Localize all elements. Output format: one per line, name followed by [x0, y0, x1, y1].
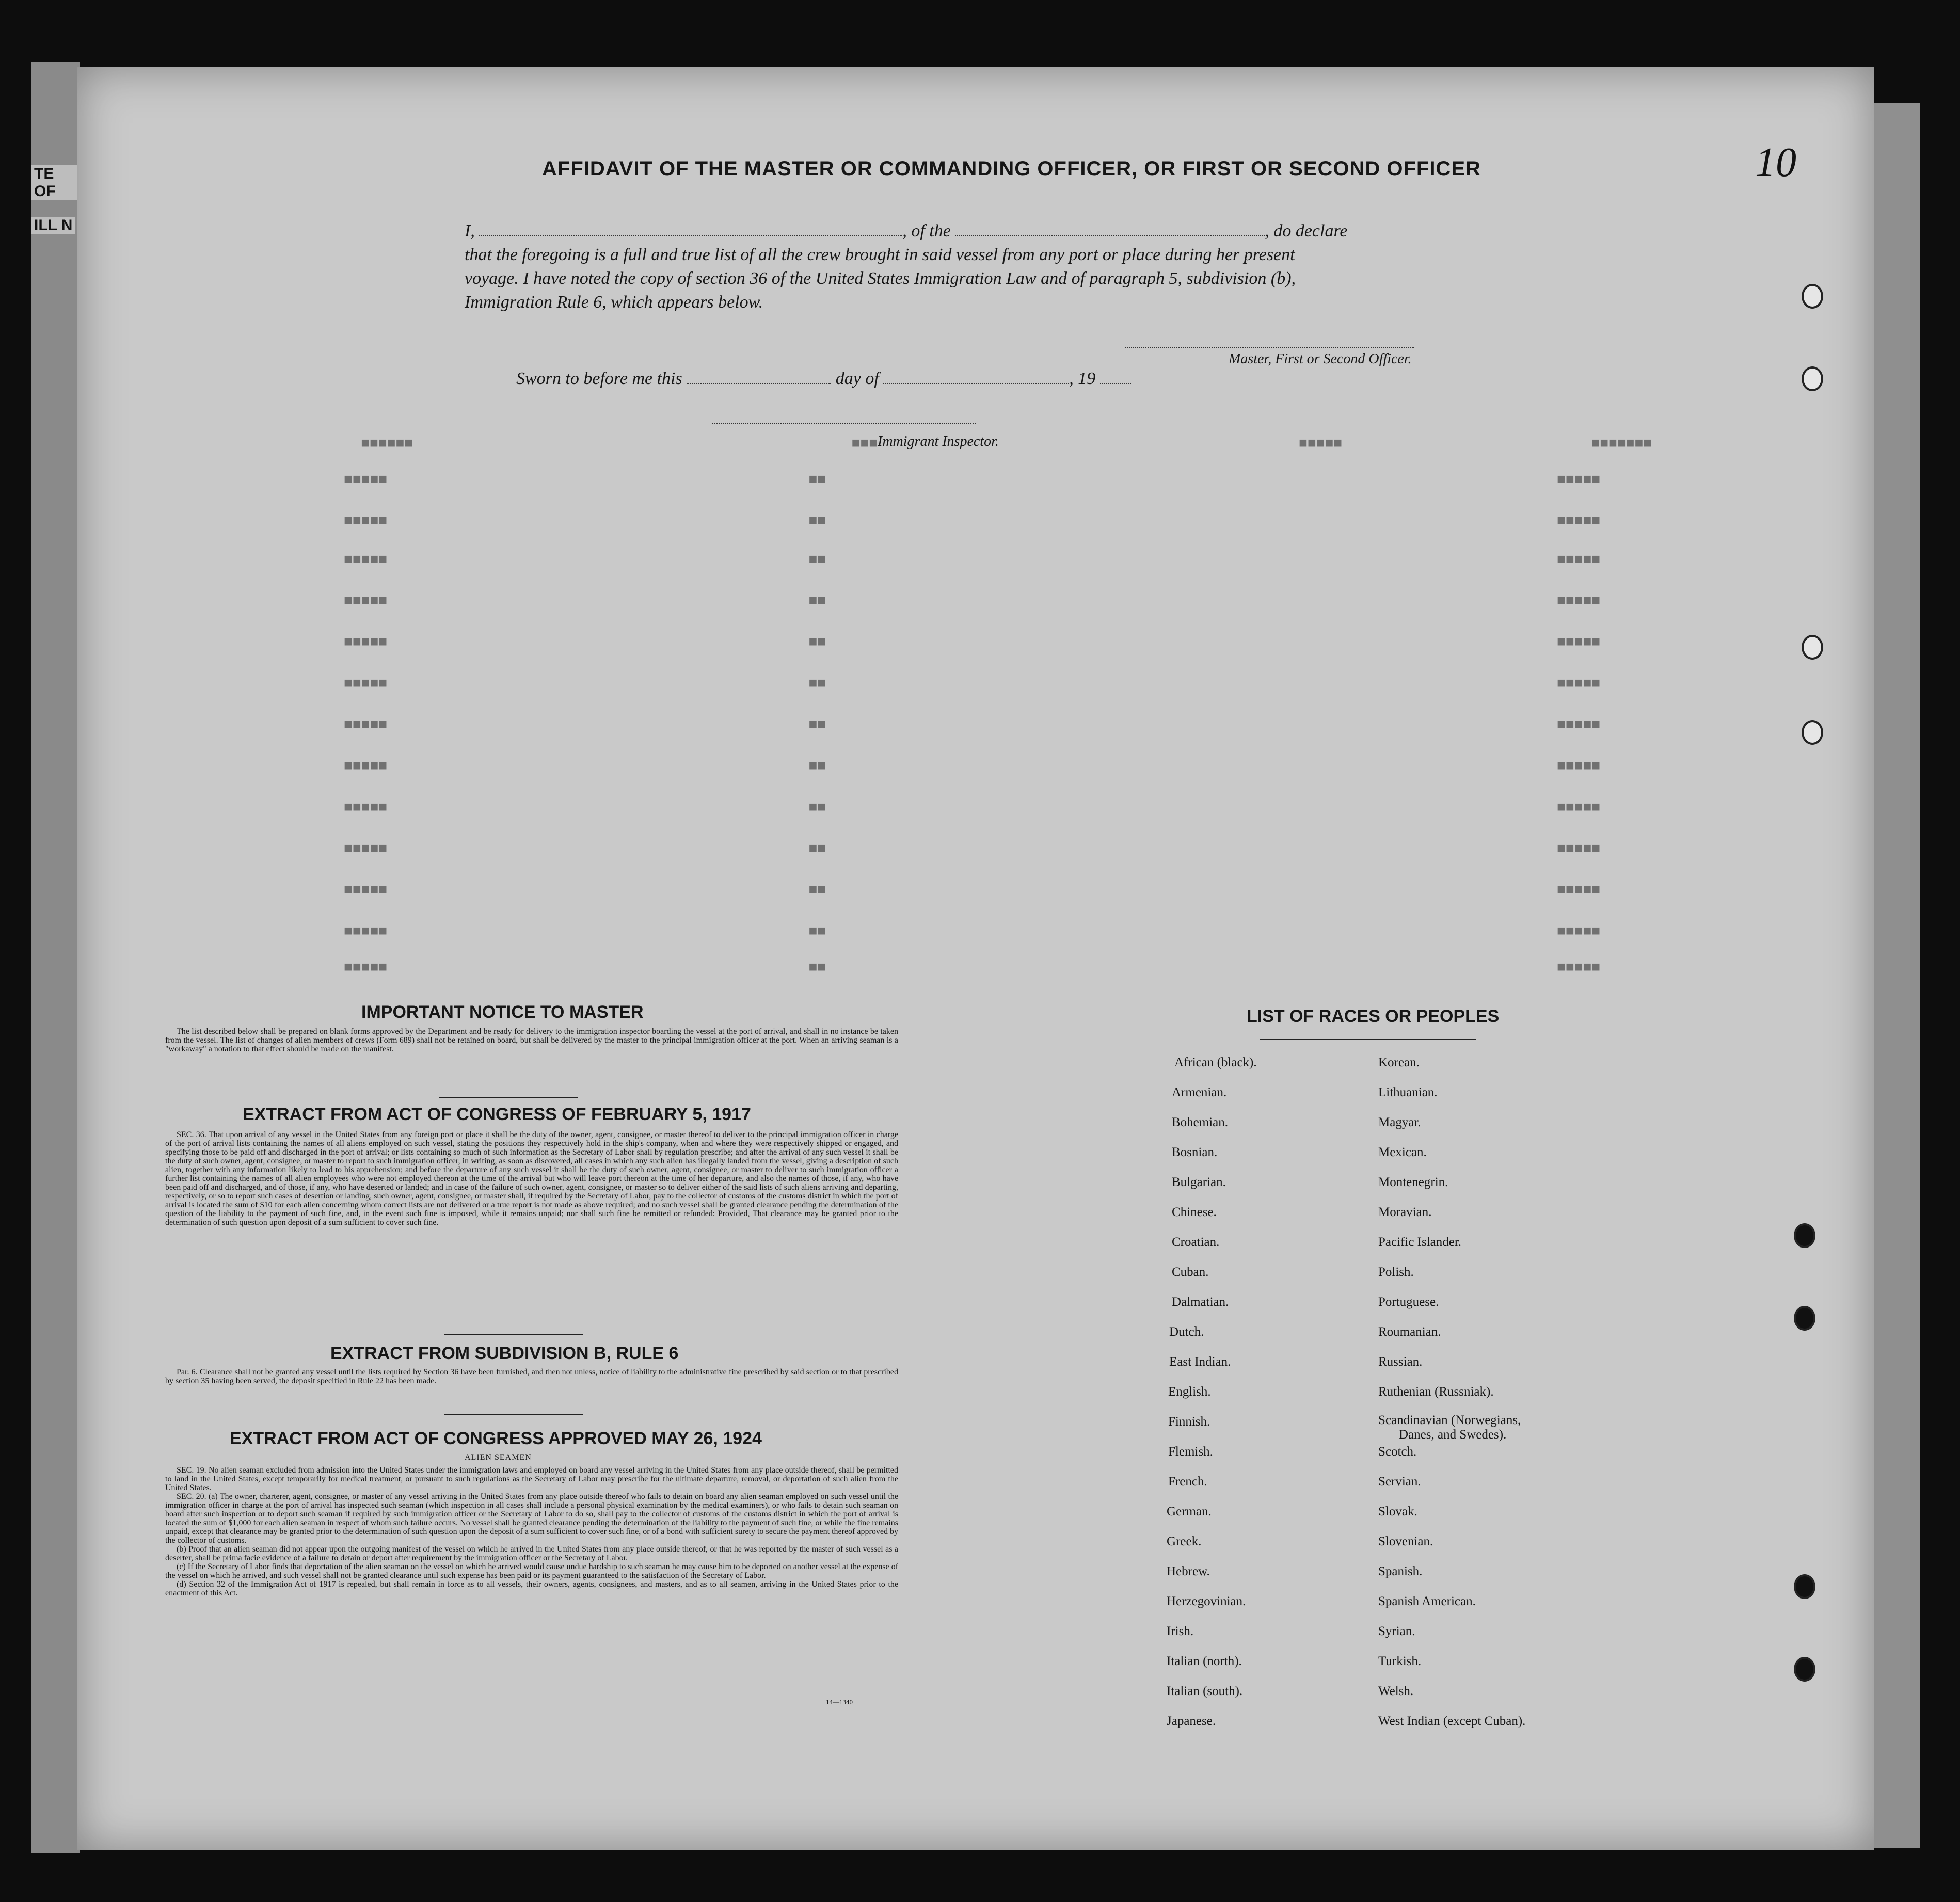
- race-item: Croatian.: [1172, 1235, 1220, 1249]
- race-item: Scotch.: [1378, 1445, 1417, 1459]
- race-item: Finnish.: [1168, 1415, 1210, 1429]
- race-item: Hebrew.: [1167, 1564, 1210, 1578]
- race-item: Syrian.: [1378, 1624, 1415, 1638]
- race-item: Irish.: [1167, 1624, 1194, 1638]
- punch-hole: [1802, 366, 1823, 391]
- extract-1924-title: EXTRACT FROM ACT OF CONGRESS APPROVED MAY 26, 1924: [230, 1429, 762, 1448]
- race-item: German.: [1167, 1505, 1212, 1519]
- extract-rule6-text: [165, 1368, 898, 1385]
- signature-caption: Master, First or Second Officer.: [1229, 351, 1412, 367]
- declaration-line-1: [465, 219, 1456, 243]
- race-item: Dalmatian.: [1172, 1295, 1229, 1309]
- extract-1924-paragraph: (c) If the Secretary of Labor finds that deportation of the alien seaman on the vessel on which he arrived would cause undue hardship to such seaman he may cause him to be deported on another vessel at the expense of the vessel on which he arrived, and such vessel shall not be granted clearance until such expense has been paid or its payment guaranteed to the satisfaction of the Secretary of Labor.: [165, 1562, 898, 1580]
- races-title: LIST OF RACES OR PEOPLES: [1247, 1006, 1500, 1026]
- declaration-i: I,: [465, 221, 475, 241]
- race-item: Flemish.: [1168, 1445, 1213, 1459]
- race-item: Montenegrin.: [1378, 1175, 1448, 1189]
- race-item: Japanese.: [1167, 1714, 1216, 1728]
- race-item: Italian (north).: [1167, 1654, 1242, 1668]
- vessel-blank: [955, 235, 1265, 236]
- signature-line: [1125, 347, 1414, 348]
- extract-1917-title: EXTRACT FROM ACT OF CONGRESS OF FEBRUARY 5, 1917: [243, 1105, 751, 1124]
- inspector-line: [712, 423, 976, 424]
- declaration-of-the: , of the: [902, 221, 951, 241]
- inspector-caption: Immigrant Inspector.: [878, 434, 999, 450]
- divider: [444, 1334, 583, 1335]
- edge-fragment: TE OF: [31, 165, 80, 200]
- race-item: Magyar.: [1378, 1115, 1421, 1129]
- race-item: Greek.: [1167, 1535, 1202, 1548]
- name-blank: [479, 235, 902, 236]
- race-item: Servian.: [1378, 1475, 1421, 1489]
- notice-text: [165, 1027, 898, 1053]
- edge-fragment: ILL N: [31, 217, 75, 234]
- extract-1924-paragraph: SEC. 19. No alien seaman excluded from admission into the United States under the immigration laws and employed on board any vessel arriving in the United States from any place outside thereof, shall be permitted to land in the United States, except temporarily for medical treatment, or pursuant to such regulations as the Secretary of Labor may prescribe for the ultimate departure, removal, or deportation of such alien from the United States.: [165, 1466, 898, 1492]
- race-item: Portuguese.: [1378, 1295, 1439, 1309]
- declaration-line-3: voyage. I have noted the copy of section 36 of the United States Immigration Law and of paragraph 5, subdivision (b),: [465, 269, 1296, 288]
- race-item: Korean.: [1378, 1056, 1420, 1069]
- race-item: Slovenian.: [1378, 1535, 1433, 1548]
- extract-1924-paragraph: (b) Proof that an alien seaman did not appear upon the outgoing manifest of the vessel on which he arrived in the United States from any place outside thereof, or that he was reported by the master of such vessel as a deserter, shall be prima facie evidence of a failure to detain or deport after requirement by the immigration officer or the Secretary of Labor.: [165, 1545, 898, 1562]
- sworn-prefix: Sworn to before me this: [516, 369, 682, 388]
- race-item: Mexican.: [1378, 1145, 1427, 1159]
- punch-hole: [1794, 1657, 1815, 1682]
- sworn-year-label: , 19: [1069, 369, 1096, 388]
- race-item: Bohemian.: [1172, 1115, 1229, 1129]
- race-item: Lithuanian.: [1378, 1085, 1438, 1099]
- race-item: Polish.: [1378, 1265, 1414, 1279]
- notice-paragraph: The list described below shall be prepared on blank forms approved by the Department and be ready for delivery to the immigration inspector boarding the vessel at the port of arrival, and shall in no instance be taken from the vessel. The list of changes of alien members of crews (Form 689) shall not be retained on board, but shall be delivered by the master to the principal immigration officer at the port. When an arriving seaman is a "workaway" a notation to that effect should be made on the manifest.: [165, 1027, 898, 1053]
- race-item: English.: [1168, 1385, 1211, 1399]
- notice-title: IMPORTANT NOTICE TO MASTER: [361, 1002, 644, 1022]
- race-item: African (black).: [1174, 1056, 1257, 1069]
- affidavit-heading: AFFIDAVIT OF THE MASTER OR COMMANDING OFFICER, OR FIRST OR SECOND OFFICER: [542, 157, 1481, 180]
- extract-rule6-title: EXTRACT FROM SUBDIVISION B, RULE 6: [330, 1344, 679, 1363]
- race-item: Danes, and Swedes).: [1399, 1428, 1507, 1442]
- extract-1924-paragraph: (d) Section 32 of the Immigration Act of 1917 is repealed, but shall remain in force as to all vessels, their owners, agents, consignees, and masters, and as to all seamen, arriving in the United States prior to the enactment of this Act.: [165, 1580, 898, 1597]
- race-item: Spanish American.: [1378, 1594, 1476, 1608]
- extract-rule6-paragraph: Par. 6. Clearance shall not be granted any vessel until the lists required by Section 36 have been furnished, and then not unless, notice of liability to the administrative fine prescribed by said section or to that prescribed by section 35 having been served, the deposit specified in Rule 22 has been made.: [165, 1368, 898, 1385]
- extract-1917-text: [165, 1130, 898, 1227]
- race-item: Herzegovinian.: [1167, 1594, 1246, 1608]
- page-number: 10: [1755, 140, 1796, 185]
- races-divider: [1260, 1039, 1476, 1040]
- race-item: Roumanian.: [1378, 1325, 1441, 1339]
- race-item: Pacific Islander.: [1378, 1235, 1462, 1249]
- race-item: Welsh.: [1378, 1684, 1414, 1698]
- declaration-line-4: Immigration Rule 6, which appears below.: [465, 293, 763, 312]
- divider: [439, 1097, 578, 1098]
- affidavit-declaration: [465, 219, 1456, 314]
- sworn-day-label: day of: [835, 369, 879, 388]
- race-item: Italian (south).: [1167, 1684, 1243, 1698]
- extract-1924-subtitle: ALIEN SEAMEN: [465, 1453, 532, 1462]
- sworn-day-blank: [687, 383, 831, 384]
- race-item: Armenian.: [1172, 1085, 1227, 1099]
- race-item: Ruthenian (Russniak).: [1378, 1385, 1494, 1399]
- declaration-do-declare: , do declare: [1265, 221, 1348, 241]
- punch-hole: [1802, 284, 1823, 309]
- race-item: Russian.: [1378, 1355, 1423, 1369]
- punch-hole: [1802, 635, 1823, 660]
- race-item: Spanish.: [1378, 1564, 1423, 1578]
- race-item: French.: [1168, 1475, 1207, 1489]
- race-item: Bosnian.: [1172, 1145, 1218, 1159]
- declaration-line-2: that the foregoing is a full and true list of all the crew brought in said vessel from any port or place during her present: [465, 245, 1295, 264]
- form-number: 14—1340: [826, 1698, 853, 1706]
- punch-hole: [1794, 1223, 1815, 1248]
- punch-hole: [1794, 1574, 1815, 1599]
- race-item: Moravian.: [1378, 1205, 1432, 1219]
- extract-1924-text: [165, 1466, 898, 1597]
- race-item: Dutch.: [1169, 1325, 1204, 1339]
- race-item: East Indian.: [1169, 1355, 1231, 1369]
- race-item: Scandinavian (Norwegians,: [1378, 1413, 1521, 1427]
- race-item: Chinese.: [1172, 1205, 1217, 1219]
- left-edge-strip: [31, 62, 80, 1853]
- race-item: Turkish.: [1378, 1654, 1422, 1668]
- punch-hole: [1802, 720, 1823, 745]
- race-item: Bulgarian.: [1172, 1175, 1226, 1189]
- race-item: Cuban.: [1172, 1265, 1209, 1279]
- sworn-line: [516, 369, 1131, 389]
- extract-1924-paragraph: SEC. 20. (a) The owner, charterer, agent, consignee, or master of any vessel arriving in the United States from any place outside thereof who fails to detain on board any alien seaman employed on such vessel until the immigration officer in charge at the port of arrival has inspected such seaman (which inspection in all cases shall include a personal physical examination by the medical examiners), or who fails to detain such seaman on board after such inspection or to deport such seaman if required by such immigration officer or the Secretary of Labor to do so, shall pay to the collector of customs of the customs district in which the port of arrival is located the sum of $1,000 for each alien seaman in respect of whom such failure occurs. No vessel shall be granted clearance pending the determination of the liability to the payment of such fine, or while the fine remains unpaid, except that clearance may be granted prior to the determination of such question upon the deposit of a sum sufficient to cover such fine, or of a bond with sufficient surety to secure the payment thereof approved by the collector of customs.: [165, 1492, 898, 1545]
- sworn-month-blank: [883, 383, 1069, 384]
- sworn-year-blank: [1100, 383, 1131, 384]
- divider: [444, 1414, 583, 1415]
- extract-1917-paragraph: SEC. 36. That upon arrival of any vessel in the United States from any foreign port or place it shall be the duty of the owner, agent, consignee, or master thereof to deliver to the principal immigration officer in charge of the port of arrival lists containing the names of all aliens employed on such vessel, stating the positions they respectively hold in the ship's company, when and where they were respectively shipped or engaged, and specifying those to be paid off and discharged in the port of arrival; or lists containing so much of such information as the Secretary of Labor shall by regulation prescribe; and after the arrival of any such vessel it shall be the duty of such owner, agent, consignee, or master to report to such immigration officer, in writing, as soon as discovered, all cases in which any such alien has illegally landed from the vessel, giving a description of such alien, together with any information likely to lead to his apprehension; and before the departure of any such vessel it shall be the duty of such owner, agent, consignee, or master to deliver to such immigration officer a further list containing the names of all alien employees who were not employed thereon at the time of the arrival but who will leave port thereon at the time of her departure, and also the names of those, if any, who have been paid off and discharged, and of those, if any, who have deserted or landed; and in case of the failure of such owner, agent, consignee, or master so to deliver either of the said lists of such aliens arriving and departing, respectively, or so to report such cases of desertion or landing, such owner, agent, consignee, or master shall, if required by the Secretary of Labor, pay to the collector of customs of the customs district in which the port of arrival is located the sum of $10 for each alien concerning whom correct lists are not delivered or a true report is not made as above required; and no such vessel shall be granted clearance pending the determination of the question of the liability to the payment of such fine, and, in the event such fine is imposed, while it remains unpaid; nor shall such fine be remitted or refunded: Provided, That clearance may be granted prior to the determination of such question upon deposit of a sum sufficient to cover such fine.: [165, 1130, 898, 1227]
- race-item: Slovak.: [1378, 1505, 1417, 1519]
- punch-hole: [1794, 1306, 1815, 1331]
- race-item: West Indian (except Cuban).: [1378, 1714, 1526, 1728]
